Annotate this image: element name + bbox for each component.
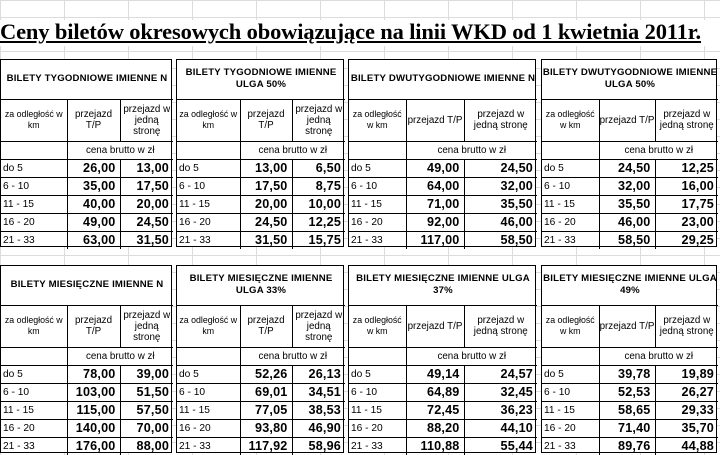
- round-trip-price: 35,50: [599, 195, 655, 213]
- table-row: [177, 437, 345, 455]
- table-row: [349, 401, 537, 419]
- round-trip-price: 31,50: [240, 231, 292, 249]
- table-row: [542, 365, 718, 383]
- blank-cell: [177, 141, 240, 159]
- table-row: [177, 383, 345, 401]
- table-header: BILETY DWUTYGODNIOWE IMIENNE ULGA 50%: [542, 60, 718, 99]
- round-trip-price: 49,00: [67, 213, 120, 231]
- one-way-price: 58,50: [500, 233, 534, 248]
- one-way-price: 15,75: [308, 233, 342, 248]
- one-way-column-header: przejazd w jedną stronę: [120, 99, 173, 141]
- round-trip-column-header: przejazd T/P: [599, 99, 655, 141]
- one-way-price: 35,50: [464, 195, 537, 213]
- table-header: BILETY MIESIĘCZNE IMIENNE N: [1, 266, 173, 305]
- one-way-price: 24,57: [464, 365, 537, 383]
- round-trip-column-header: przejazd T/P: [240, 305, 292, 347]
- distance-range: 21 - 33: [1, 231, 67, 249]
- distance-range: 6 - 10: [349, 383, 406, 401]
- distance-range: 11 - 15: [177, 401, 240, 419]
- round-trip-price: 110,88: [406, 437, 464, 455]
- one-way-price: 13,00: [120, 159, 173, 177]
- round-trip-price: 35,00: [67, 177, 120, 195]
- round-trip-price: 117,00: [406, 231, 464, 249]
- one-way-price: 34,51: [292, 383, 345, 401]
- ticket-table: [0, 59, 172, 247]
- round-trip-price: 71,00: [406, 195, 464, 213]
- distance-range: 21 - 33: [1, 437, 67, 455]
- blank-cell: [1, 141, 67, 159]
- round-trip-price: 46,00: [599, 213, 655, 231]
- distance-range: do 5: [177, 365, 240, 383]
- round-trip-price: 52,26: [240, 365, 292, 383]
- one-way-price: 29,25: [681, 233, 715, 248]
- price-note: cena brutto w zł: [599, 141, 718, 159]
- price-note: cena brutto w zł: [406, 141, 537, 159]
- one-way-price: 88,00: [136, 439, 170, 454]
- price-note: cena brutto w zł: [240, 347, 345, 365]
- table-row: [177, 195, 345, 213]
- distance-range: 6 - 10: [177, 383, 240, 401]
- round-trip-price: 58,65: [599, 401, 655, 419]
- round-trip-price: 32,00: [599, 177, 655, 195]
- distance-range: 11 - 15: [349, 401, 406, 419]
- distance-column-header: za odległość w km: [542, 99, 599, 141]
- table-row: [1, 419, 173, 437]
- table-row: [1, 383, 173, 401]
- table-row: [542, 419, 718, 437]
- table-row: [1, 365, 173, 383]
- distance-column-header: za odległość w km: [542, 305, 599, 347]
- round-trip-price: 92,00: [406, 213, 464, 231]
- round-trip-price: 40,00: [67, 195, 120, 213]
- table-row: [542, 195, 718, 213]
- table-row: [177, 419, 345, 437]
- table-row: [177, 177, 345, 195]
- distance-range: do 5: [349, 159, 406, 177]
- distance-range: 6 - 10: [1, 383, 67, 401]
- ticket-table: [348, 265, 536, 453]
- distance-column-header: za odległość w km: [1, 305, 67, 347]
- round-trip-column-header: przejazd T/P: [240, 99, 292, 141]
- table-row: [542, 213, 718, 231]
- round-trip-price: 63,00: [67, 231, 120, 249]
- round-trip-price: 140,00: [67, 419, 120, 437]
- distance-range: 11 - 15: [177, 195, 240, 213]
- blank-cell: [349, 141, 406, 159]
- one-way-price: 17,50: [120, 177, 173, 195]
- table-row: [349, 195, 537, 213]
- one-way-price: 55,44: [500, 439, 534, 454]
- one-way-price: 23,00: [655, 213, 718, 231]
- one-way-price: 12,25: [292, 213, 345, 231]
- table-row: [349, 365, 537, 383]
- round-trip-column-header: przejazd T/P: [599, 305, 655, 347]
- round-trip-price: 17,50: [240, 177, 292, 195]
- distance-range: do 5: [1, 159, 67, 177]
- blank-cell: [542, 347, 599, 365]
- distance-range: 21 - 33: [349, 231, 406, 249]
- distance-range: 16 - 20: [349, 213, 406, 231]
- price-note: cena brutto w zł: [240, 141, 345, 159]
- table-header: BILETY TYGODNIOWE IMIENNE N: [1, 60, 173, 99]
- round-trip-price: 78,00: [67, 365, 120, 383]
- one-way-column-header: przejazd w jedną stronę: [655, 99, 718, 141]
- table-header: BILETY DWUTYGODNIOWE IMIENNE N: [349, 60, 537, 99]
- ticket-table: [176, 59, 344, 247]
- table-header: BILETY TYGODNIOWE IMIENNE ULGA 50%: [177, 60, 345, 99]
- distance-range: 6 - 10: [349, 177, 406, 195]
- one-way-column-header: przejazd w jedną stronę: [292, 305, 345, 347]
- one-way-column-header: przejazd w jedną stronę: [120, 305, 173, 347]
- round-trip-price: 13,00: [240, 159, 292, 177]
- table-row: [349, 383, 537, 401]
- one-way-price: 24,50: [120, 213, 173, 231]
- round-trip-price: 117,92: [240, 437, 292, 455]
- ticket-table: [541, 265, 717, 453]
- distance-range: 21 - 33: [177, 231, 240, 249]
- table-row: [349, 159, 537, 177]
- distance-range: 21 - 33: [542, 437, 599, 455]
- distance-range: do 5: [542, 365, 599, 383]
- one-way-price: 51,50: [120, 383, 173, 401]
- one-way-price: 12,25: [655, 159, 718, 177]
- table-row: [349, 437, 537, 455]
- table-row: [1, 213, 173, 231]
- table-row: [177, 365, 345, 383]
- table-row: [349, 419, 537, 437]
- distance-range: do 5: [177, 159, 240, 177]
- round-trip-price: 176,00: [67, 437, 120, 455]
- distance-range: 11 - 15: [542, 195, 599, 213]
- one-way-column-header: przejazd w jedną stronę: [464, 99, 537, 141]
- ticket-table: [348, 59, 536, 247]
- blank-cell: [1, 347, 67, 365]
- round-trip-column-header: przejazd T/P: [67, 99, 120, 141]
- round-trip-price: 49,00: [406, 159, 464, 177]
- round-trip-price: 93,80: [240, 419, 292, 437]
- one-way-price: 10,00: [292, 195, 345, 213]
- round-trip-price: 89,76: [599, 437, 655, 455]
- round-trip-price: 77,05: [240, 401, 292, 419]
- round-trip-column-header: przejazd T/P: [406, 305, 464, 347]
- table-row: [349, 177, 537, 195]
- distance-range: 11 - 15: [349, 195, 406, 213]
- distance-range: 16 - 20: [542, 419, 599, 437]
- table-row: [349, 213, 537, 231]
- one-way-price: 38,53: [292, 401, 345, 419]
- one-way-price: 26,13: [292, 365, 345, 383]
- blank-cell: [542, 141, 599, 159]
- round-trip-price: 88,20: [406, 419, 464, 437]
- distance-range: 11 - 15: [1, 401, 67, 419]
- round-trip-price: 64,89: [406, 383, 464, 401]
- table-row: [177, 159, 345, 177]
- one-way-price: 44,88: [681, 439, 715, 454]
- one-way-price: 70,00: [120, 419, 173, 437]
- distance-column-header: za odległość w km: [349, 99, 406, 141]
- table-header: BILETY MIESIĘCZNE IMIENNE ULGA 49%: [542, 266, 718, 305]
- table-row: [1, 195, 173, 213]
- blank-cell: [177, 347, 240, 365]
- round-trip-price: 49,14: [406, 365, 464, 383]
- distance-range: 6 - 10: [177, 177, 240, 195]
- distance-range: 6 - 10: [542, 177, 599, 195]
- distance-range: 6 - 10: [1, 177, 67, 195]
- one-way-price: 32,45: [464, 383, 537, 401]
- round-trip-price: 20,00: [240, 195, 292, 213]
- distance-range: do 5: [542, 159, 599, 177]
- distance-column-header: za odległość w km: [349, 305, 406, 347]
- distance-range: 21 - 33: [349, 437, 406, 455]
- one-way-price: 36,23: [464, 401, 537, 419]
- table-row: [177, 401, 345, 419]
- table-row: [542, 383, 718, 401]
- round-trip-column-header: przejazd T/P: [406, 99, 464, 141]
- one-way-price: 31,50: [136, 233, 169, 248]
- round-trip-price: 26,00: [67, 159, 120, 177]
- round-trip-price: 39,78: [599, 365, 655, 383]
- round-trip-price: 58,50: [599, 231, 655, 249]
- round-trip-column-header: przejazd T/P: [67, 305, 120, 347]
- one-way-price: 19,89: [655, 365, 718, 383]
- distance-range: 16 - 20: [349, 419, 406, 437]
- table-row: [542, 159, 718, 177]
- distance-range: 16 - 20: [177, 419, 240, 437]
- distance-range: do 5: [1, 365, 67, 383]
- ticket-table: [0, 265, 172, 453]
- one-way-price: 58,96: [308, 439, 342, 454]
- table-row: [542, 437, 718, 455]
- round-trip-price: 72,45: [406, 401, 464, 419]
- distance-range: 16 - 20: [1, 213, 67, 231]
- page-title: Ceny biletów okresowych obowiązujące na linii WKD od 1 kwietnia 2011r.: [0, 20, 720, 46]
- one-way-price: 44,10: [464, 419, 537, 437]
- distance-range: 16 - 20: [542, 213, 599, 231]
- table-row: [1, 437, 173, 455]
- one-way-price: 29,33: [655, 401, 718, 419]
- round-trip-price: 52,53: [599, 383, 655, 401]
- one-way-price: 35,70: [655, 419, 718, 437]
- one-way-price: 20,00: [120, 195, 173, 213]
- round-trip-price: 115,00: [67, 401, 120, 419]
- round-trip-price: 69,01: [240, 383, 292, 401]
- table-row: [1, 401, 173, 419]
- table-row: [177, 231, 345, 249]
- one-way-price: 17,75: [655, 195, 718, 213]
- one-way-column-header: przejazd w jedną stronę: [292, 99, 345, 141]
- table-header: BILETY MIESIĘCZNE IMIENNE ULGA 33%: [177, 266, 345, 305]
- one-way-price: 57,50: [120, 401, 173, 419]
- distance-range: 16 - 20: [177, 213, 240, 231]
- round-trip-price: 71,40: [599, 419, 655, 437]
- distance-range: 21 - 33: [542, 231, 599, 249]
- price-note: cena brutto w zł: [599, 347, 718, 365]
- one-way-column-header: przejazd w jedną stronę: [655, 305, 718, 347]
- one-way-price: 24,50: [464, 159, 537, 177]
- table-row: [1, 159, 173, 177]
- one-way-price: 6,50: [292, 159, 345, 177]
- ticket-table: [541, 59, 717, 247]
- one-way-price: 46,90: [292, 419, 345, 437]
- distance-range: 11 - 15: [542, 401, 599, 419]
- one-way-price: 32,00: [464, 177, 537, 195]
- ticket-table: [176, 265, 344, 453]
- distance-column-header: za odległość w km: [177, 99, 240, 141]
- price-note: cena brutto w zł: [67, 347, 173, 365]
- distance-range: do 5: [349, 365, 406, 383]
- one-way-price: 16,00: [655, 177, 718, 195]
- table-row: [1, 177, 173, 195]
- price-note: cena brutto w zł: [406, 347, 537, 365]
- one-way-price: 8,75: [292, 177, 345, 195]
- distance-range: 21 - 33: [177, 437, 240, 455]
- round-trip-price: 64,00: [406, 177, 464, 195]
- table-row: [177, 213, 345, 231]
- round-trip-price: 103,00: [67, 383, 120, 401]
- one-way-price: 26,27: [655, 383, 718, 401]
- distance-range: 6 - 10: [542, 383, 599, 401]
- table-row: [349, 231, 537, 249]
- round-trip-price: 24,50: [599, 159, 655, 177]
- table-header: BILETY MIESIĘCZNE IMIENNE ULGA 37%: [349, 266, 537, 305]
- table-row: [1, 231, 173, 249]
- table-row: [542, 401, 718, 419]
- distance-range: 11 - 15: [1, 195, 67, 213]
- round-trip-price: 24,50: [240, 213, 292, 231]
- one-way-column-header: przejazd w jedną stronę: [464, 305, 537, 347]
- distance-column-header: za odległość w km: [1, 99, 67, 141]
- table-row: [542, 231, 718, 249]
- table-row: [542, 177, 718, 195]
- blank-cell: [349, 347, 406, 365]
- distance-column-header: za odległość w km: [177, 305, 240, 347]
- one-way-price: 46,00: [464, 213, 537, 231]
- distance-range: 16 - 20: [1, 419, 67, 437]
- price-note: cena brutto w zł: [67, 141, 173, 159]
- one-way-price: 39,00: [120, 365, 173, 383]
